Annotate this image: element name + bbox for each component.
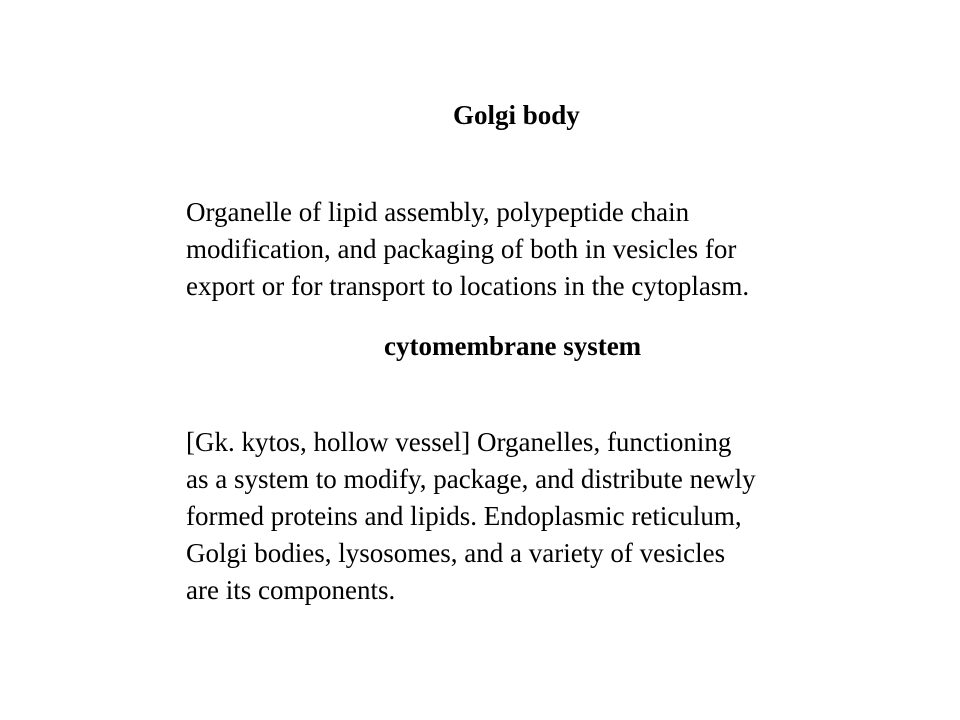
definition-golgi-body: Organelle of lipid assembly, polypeptide chain modification, and packaging of both in vesicles for export or for transport to locations in the cytoplasm. <box>186 197 750 301</box>
definition-cytomembrane-system: [Gk. kytos, hollow vessel] Organelles, functioning as a system to modify, package, and distribute newly formed proteins and lipids. Endoplasmic reticulum, Golgi bodies, lysosomes, and a variety of vesicles are its components. <box>186 427 756 605</box>
term-golgi-body: Golgi body <box>453 100 580 130</box>
term-cytomembrane-system: cytomembrane system <box>384 331 642 361</box>
